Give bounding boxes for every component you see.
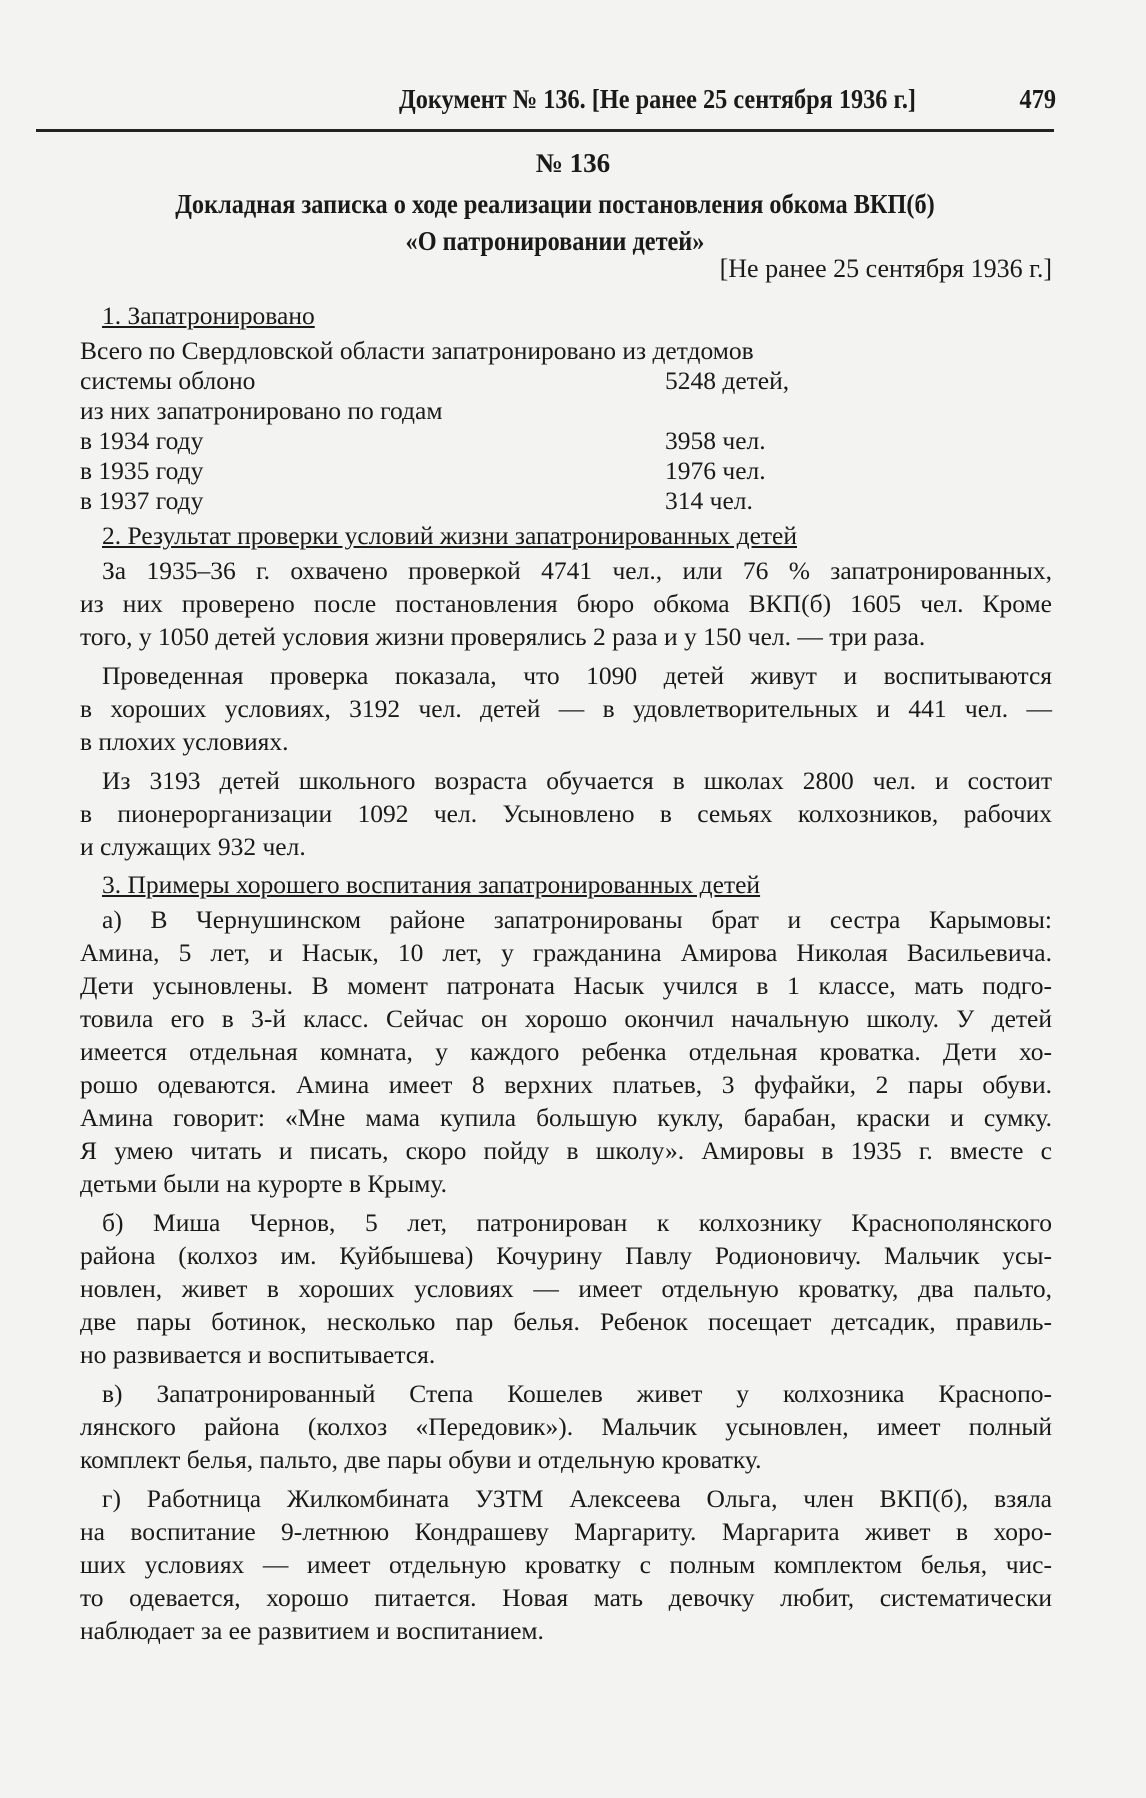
- section-heading: 1. Запатронировано: [102, 301, 315, 330]
- row-label: системы облоно: [80, 366, 256, 395]
- text-line: района (колхоз им. Куйбышева) Кочурину Павлу Родионовичу. Мальчик усы-: [80, 1241, 1052, 1270]
- row-label: в 1937 году: [80, 486, 204, 515]
- document-date: [Не ранее 25 сентября 1936 г.]: [719, 254, 1052, 283]
- row-value: 1976 чел.: [665, 456, 766, 485]
- text-line: на воспитание 9-летнюю Кондрашеву Маргариту. Маргарита живет в хоро-: [80, 1517, 1052, 1546]
- text-line: новлен, живет в хороших условиях — имеет отдельную кроватку, два пальто,: [80, 1274, 1052, 1303]
- text-line: лянского района (колхоз «Передовик»). Мальчик усыновлен, имеет полный: [80, 1412, 1052, 1441]
- table-row: [80, 426, 1052, 456]
- header-rule: [36, 129, 1054, 132]
- text-line: а) В Чернушинском районе запатронированы брат и сестра Карымовы:: [102, 905, 1052, 934]
- paragraph: [80, 1482, 1052, 1647]
- page-number: 479: [1019, 84, 1056, 114]
- table-row: [80, 456, 1052, 486]
- document-title: [92, 186, 1019, 260]
- text-line: За 1935–36 г. охвачено проверкой 4741 чел., или 76 % запатронированных,: [102, 556, 1052, 585]
- row-label: в 1934 году: [80, 426, 204, 455]
- text-line: но развивается и воспитывается.: [80, 1340, 436, 1369]
- text-line: в) Запатронированный Степа Кошелев живет у колхозника Краснопо-: [102, 1379, 1052, 1408]
- row-value: 5248 детей,: [665, 366, 790, 395]
- table-row: [80, 396, 1052, 426]
- text-line: того, у 1050 детей условия жизни проверялись 2 раза и у 150 чел. — три раза.: [80, 622, 926, 651]
- title-line: «О патронировании детей»: [405, 226, 705, 256]
- title-line: Докладная записка о ходе реализации постановления обкома ВКП(б): [175, 189, 935, 219]
- text-line: в пионерорганизации 1092 чел. Усыновлено в семьях колхозников, рабочих: [80, 799, 1052, 828]
- section-heading: 2. Результат проверки условий жизни запатронированных детей: [102, 521, 798, 550]
- text-line: рошо одеваются. Амина имеет 8 верхних платьев, 3 фуфайки, 2 пары обуви.: [80, 1070, 1052, 1099]
- text-line: Дети усыновлены. В момент патроната Насык учился в 1 классе, мать подго-: [80, 971, 1052, 1000]
- paragraph: [80, 903, 1052, 1200]
- text-line: товила его в 3-й класс. Сейчас он хорошо окончил начальную школу. У детей: [80, 1004, 1052, 1033]
- text-line: г) Работница Жилкомбината УЗТМ Алексеева Ольга, член ВКП(б), взяла: [102, 1484, 1052, 1513]
- text-line: б) Миша Чернов, 5 лет, патронирован к колхознику Краснополянского: [102, 1208, 1052, 1237]
- text-line: комплект белья, пальто, две пары обуви и отдельную кроватку.: [80, 1445, 762, 1474]
- section1-intro: Всего по Свердловской области запатронировано из детдомов: [80, 336, 754, 365]
- document-number: № 136: [535, 148, 611, 178]
- paragraph: [80, 659, 1052, 758]
- text-line: имеется отдельная комната, у каждого ребенка отдельная кроватка. Дети хо-: [80, 1037, 1052, 1066]
- paragraph: [80, 554, 1052, 653]
- paragraph: [80, 1206, 1052, 1371]
- text-line: Проведенная проверка показала, что 1090 детей живут и воспитываются: [102, 661, 1052, 690]
- text-line: то одевается, хорошо питается. Новая мать девочку любит, систематически: [80, 1583, 1052, 1612]
- row-value: 3958 чел.: [665, 426, 766, 455]
- paragraph: [80, 764, 1052, 863]
- text-line: из них проверено после постановления бюро обкома ВКП(б) 1605 чел. Кроме: [80, 589, 1052, 618]
- text-line: детьми были на курорте в Крыму.: [80, 1169, 447, 1198]
- text-line: Амина, 5 лет, и Насык, 10 лет, у гражданина Амирова Николая Васильевича.: [80, 938, 1052, 967]
- text-line: в плохих условиях.: [80, 727, 289, 756]
- running-title: Документ № 136. [Не ранее 25 сентября 1936 г.]: [399, 84, 916, 114]
- text-line: Амина говорит: «Мне мама купила большую куклу, барабан, краски и сумку.: [80, 1103, 1052, 1132]
- document-body: [80, 300, 1052, 1653]
- text-line: в хороших условиях, 3192 чел. детей — в удовлетворительных и 441 чел. —: [80, 694, 1052, 723]
- row-label: из них запатронировано по годам: [80, 396, 443, 425]
- text-line: наблюдает за ее развитием и воспитанием.: [80, 1616, 544, 1645]
- text-line: ших условиях — имеет отдельную кроватку с полным комплектом белья, чис-: [80, 1550, 1052, 1579]
- text-line: две пары ботинок, несколько пар белья. Ребенок посещает детсадик, правиль-: [80, 1307, 1052, 1336]
- table-row: [80, 486, 1052, 516]
- section-heading: 3. Примеры хорошего воспитания запатронированных детей: [102, 870, 761, 899]
- row-label: в 1935 году: [80, 456, 204, 485]
- text-line: Из 3193 детей школьного возраста обучается в школах 2800 чел. и состоит: [102, 766, 1052, 795]
- table-row: [80, 366, 1052, 396]
- row-value: 314 чел.: [665, 486, 753, 515]
- paragraph: [80, 1377, 1052, 1476]
- running-header: [399, 84, 1056, 115]
- text-line: Я умею читать и писать, скоро пойду в школу». Амировы в 1935 г. вместе с: [80, 1136, 1052, 1165]
- text-line: и служащих 932 чел.: [80, 832, 306, 861]
